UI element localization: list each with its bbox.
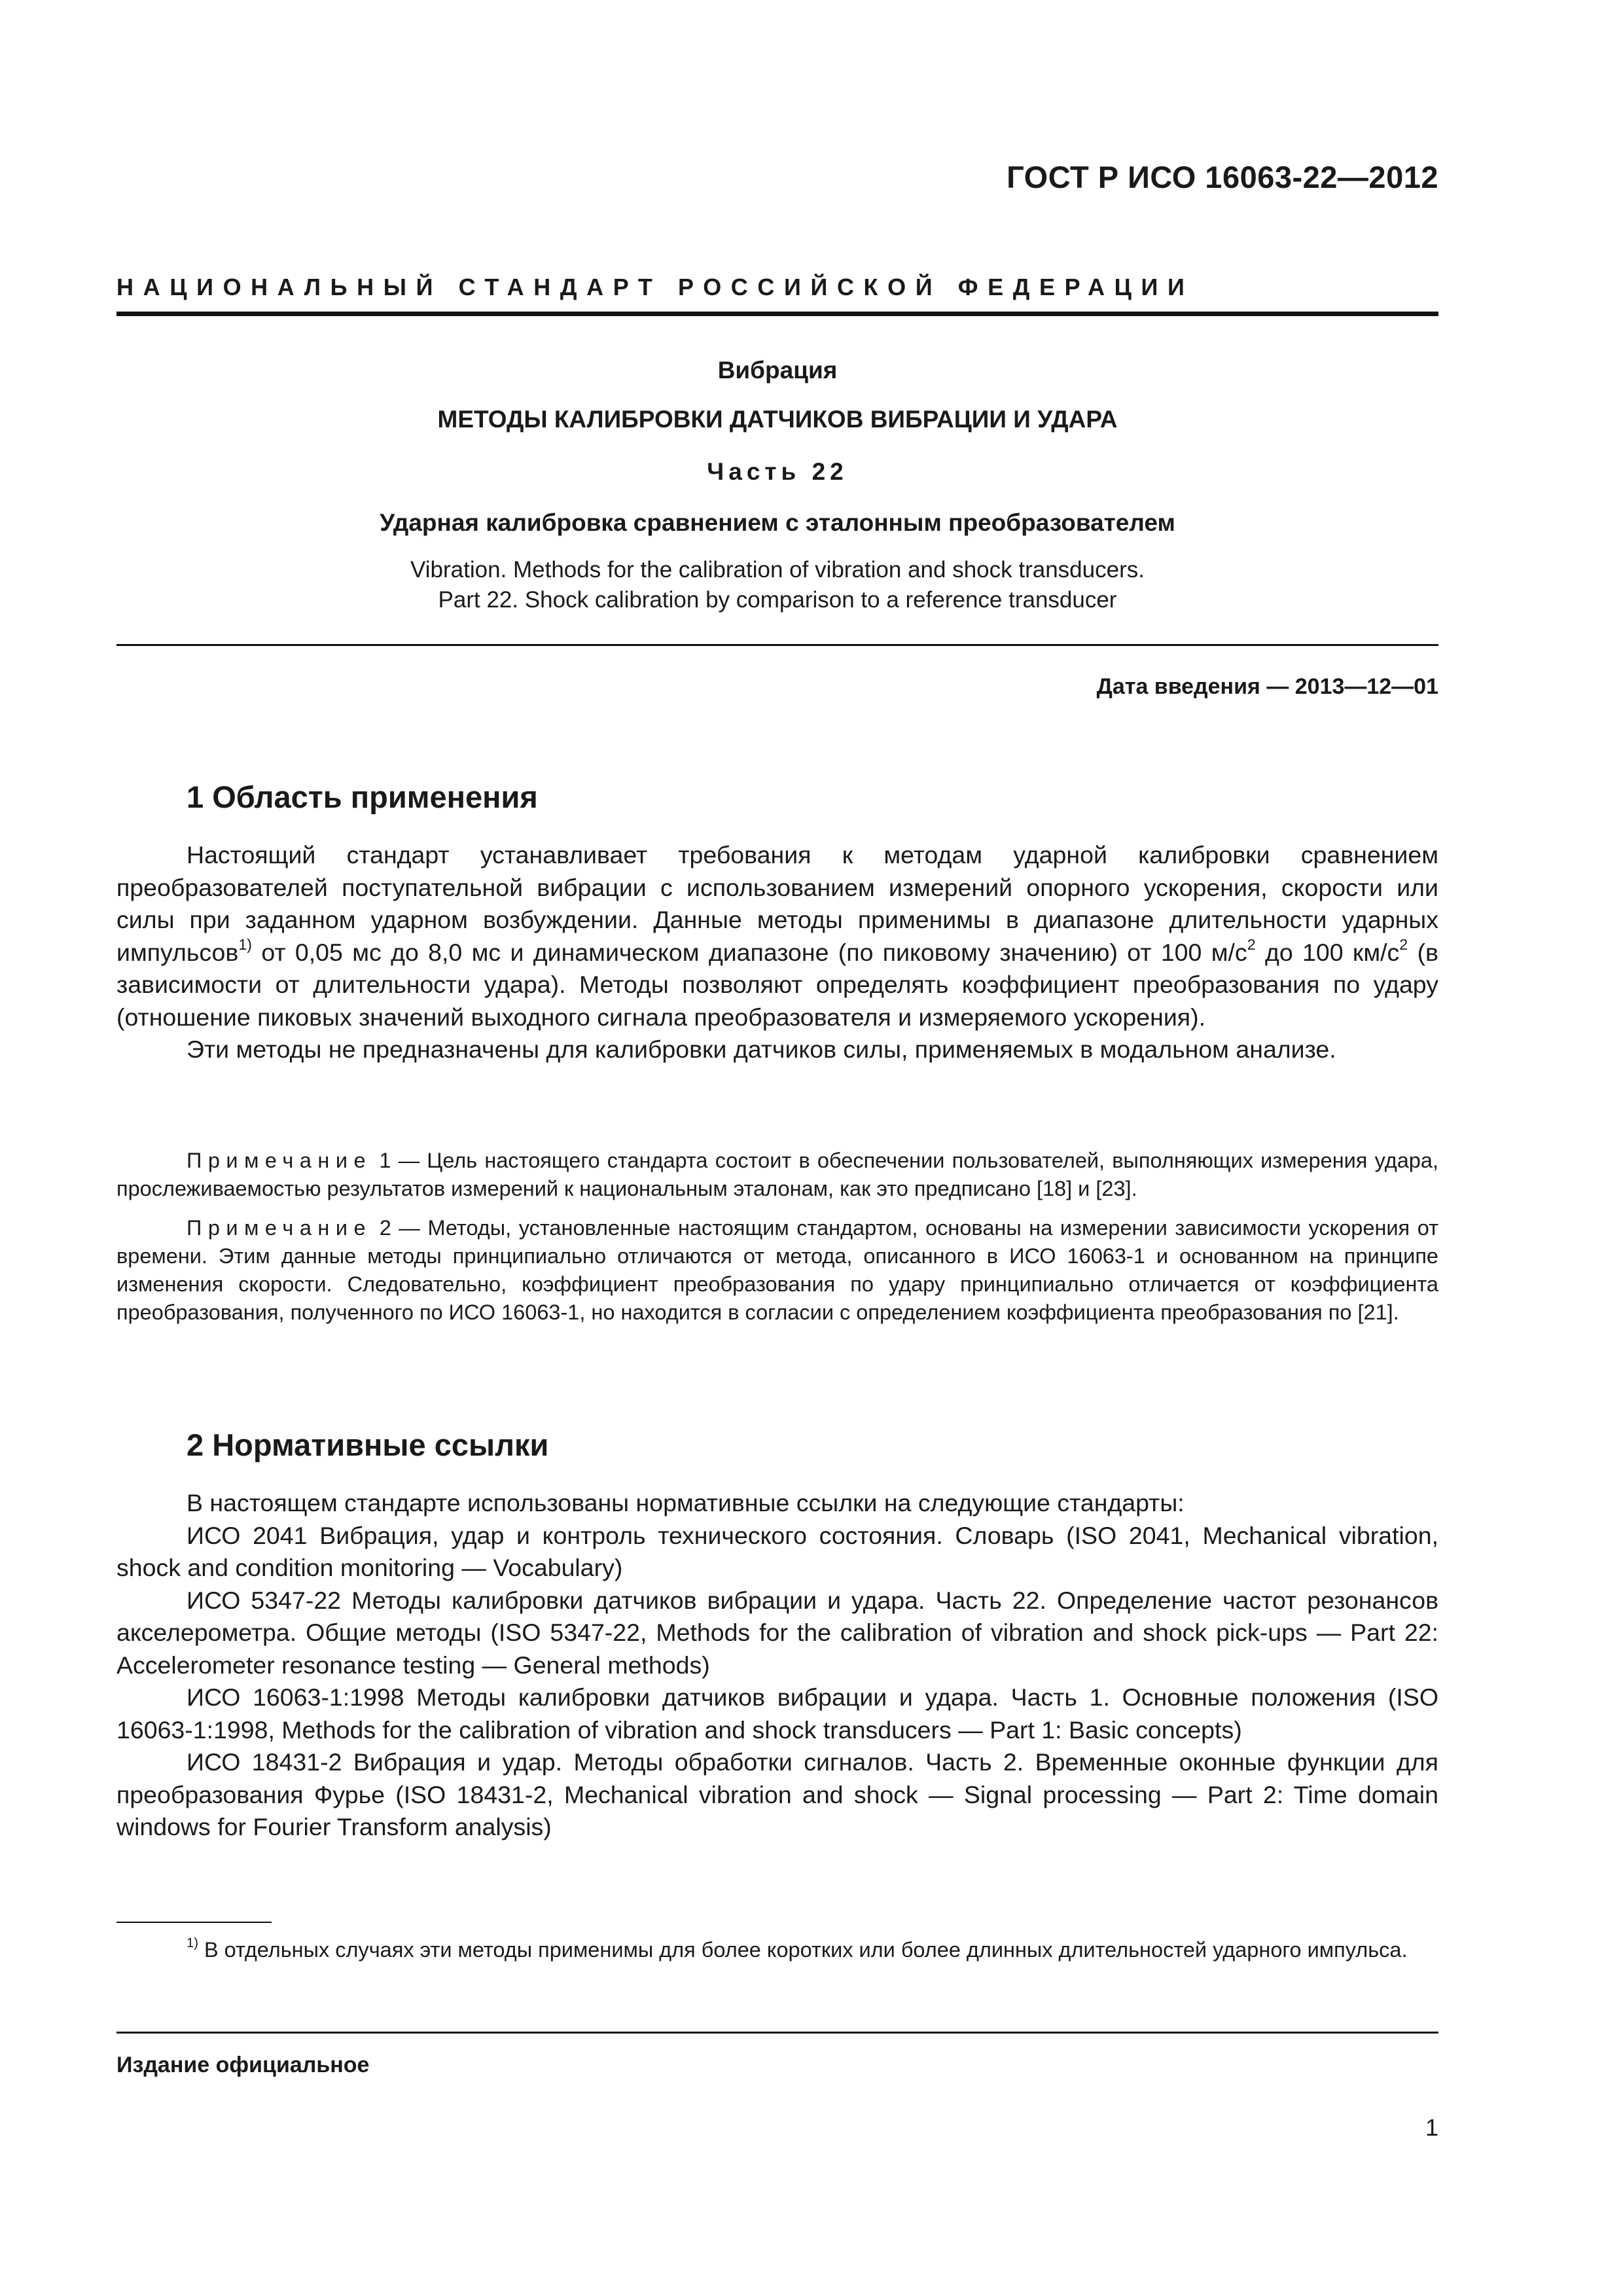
normative-reference: ИСО 16063-1:1998 Методы калибровки датчиков вибрации и удара. Часть 1. Основные положения (ISO 16063-1:1998, Methods for the calibration of vibration and shock transducers — Part 1: Basic concepts) [116, 1683, 1438, 1744]
section-1-notes [116, 1147, 1438, 1338]
section-2-intro: В настоящем стандарте использованы нормативные ссылки на следующие стандарты: [187, 1489, 1185, 1516]
english-title-line2: Part 22. Shock calibration by comparison to a reference transducer [438, 587, 1117, 613]
english-title [116, 555, 1438, 615]
normative-reference: ИСО 18431-2 Вибрация и удар. Методы обработки сигналов. Часть 2. Временные оконные функции для преобразования Фурье (ISO 18431-2, Mechanical vibration and shock — Signal processing — Part 2: Time domain windows for Fourier Transform analysis) [116, 1748, 1438, 1840]
section-1-heading: 1 Область применения [187, 780, 538, 814]
footer-rule [116, 2032, 1438, 2034]
section-1-paragraph-1: Настоящий стандарт устанавливает требования к методам ударной калибровки сравнением преобразователей поступательной вибрации с использованием измерений опорного ускорения, скорости или силы при заданном ударном возбуждении. Данные методы применимы в диапазоне длительности ударных импульсов$^{1)}$ от 0,05 мс до 8,0 мс и динамическом диапазоне (по пиковому значению) от 100 $м/с^2$ до 100 $км/с^2$ (в зависимости от длительности удара). Методы позволяют определять коэффициент преобразования по удару (отношение пиковых значений выходного сигнала преобразователя и измеряемого ускорения). [116, 841, 1438, 1031]
normative-reference: ИСО 5347-22 Методы калибровки датчиков вибрации и удара. Часть 22. Определение частот резонансов акселерометра. Общие методы (ISO 5347-22, Methods for the calibration of vibration and shock pick-ups — Part 22: Accelerometer resonance testing — General methods) [116, 1586, 1438, 1679]
footnote-mark: 1) [187, 1936, 198, 1951]
footnote-separator [116, 1922, 272, 1923]
note-label: Примечание [187, 1149, 372, 1172]
section-1-body [116, 839, 1438, 1066]
section-1-paragraph-2: Эти методы не предназначены для калибровки датчиков силы, применяемых в модальном анализе. [187, 1035, 1336, 1063]
document-page [116, 0, 1438, 2296]
introduction-date: Дата введения — 2013—12—01 [1096, 674, 1438, 699]
footnote-text: $^{1)}$ В отдельных случаях эти методы применимы для более коротких или более длинных длительностей ударного импульса. [187, 1936, 1408, 1962]
official-edition-label: Издание официальное [116, 2053, 370, 2077]
title-part: Часть 22 [707, 458, 848, 485]
standard-designation: ГОСТ Р ИСО 16063-22—2012 [1007, 160, 1438, 194]
note-1: Примечание 1 — Цель настоящего стандарта состоит в обеспечении пользователей, выполняющих измерения удара, прослеживаемостью результатов измерений к национальным эталонам, как это предписано [18] и [23]. [116, 1149, 1438, 1200]
title-main: МЕТОДЫ КАЛИБРОВКИ ДАТЧИКОВ ВИБРАЦИИ И УДАРА [437, 406, 1118, 433]
page-number: 1 [1425, 2114, 1438, 2141]
section-2-body [116, 1487, 1438, 1844]
footnote-reference: 1) [238, 935, 253, 953]
english-title-line1: Vibration. Methods for the calibration of vibration and shock transducers. [410, 557, 1145, 583]
note-2: Примечание 2 — Методы, установленные настоящим стандартом, основаны на измерении зависимости ускорения от времени. Этим данные методы принципиально отличаются от метода, описанного в ИСО 16063-1 и основанном на принципе изменения скорости. Следовательно, коэффициент преобразования по удару принципиально отличается от коэффициента преобразования, полученного по ИСО 16063-1, но находится в согласии с определением коэффициента преобразования по [21]. [116, 1216, 1438, 1324]
national-standard-banner: НАЦИОНАЛЬНЫЙ СТАНДАРТ РОССИЙСКОЙ ФЕДЕРАЦИИ [116, 274, 1194, 300]
title-subtitle: Ударная калибровка сравнением с эталонным преобразователем [380, 509, 1175, 536]
title-topic: Вибрация [717, 357, 838, 384]
title-rule [116, 644, 1438, 646]
note-label: Примечание [187, 1216, 372, 1240]
footnote [116, 1936, 1438, 1964]
header-rule [116, 312, 1438, 316]
section-2-heading: 2 Нормативные ссылки [187, 1427, 549, 1462]
normative-reference: ИСО 2041 Вибрация, удар и контроль технического состояния. Словарь (ISO 2041, Mechanical vibration, shock and condition monitoring — Vocabulary) [116, 1521, 1438, 1581]
